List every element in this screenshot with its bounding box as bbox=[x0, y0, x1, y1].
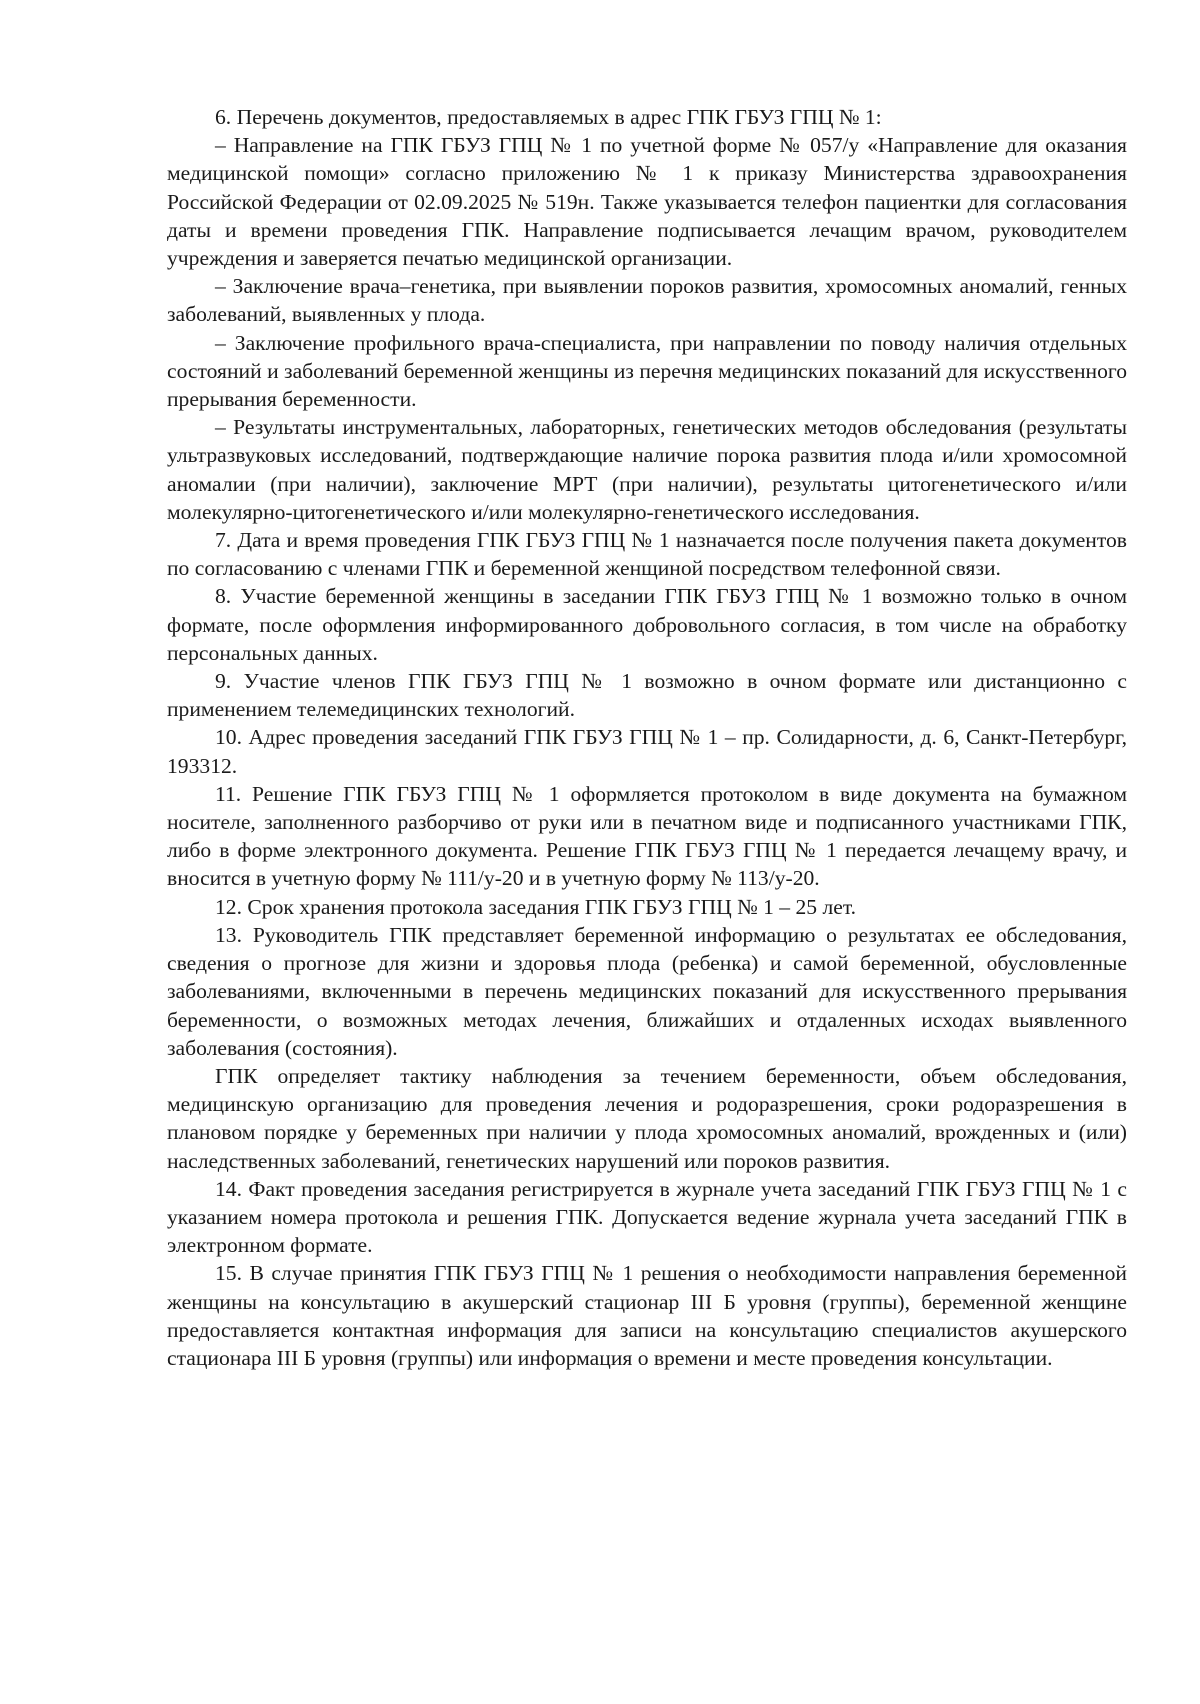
paragraph-item-11: 11. Решение ГПК ГБУЗ ГПЦ № 1 оформляется протоколом в виде документа на бумажном носителе, заполненного разборчиво от руки или в печатном виде и подписанного участниками ГПК, либо в форме электронного документа. Решение ГПК ГБУЗ ГПЦ № 1 передается лечащему врачу, и вносится в учетную форму № 111/у-20 и в учетную форму № 113/у-20. bbox=[167, 781, 1127, 891]
paragraph-item-13-tactics: ГПК определяет тактику наблюдения за течением беременности, объем обследования, медицинскую организацию для проведения лечения и родоразрешения, сроки родоразрешения в плановом порядке у беременных при наличии у плода хромосомных аномалий, врожденных и (или) наследственных заболеваний, генетических нарушений или пороков развития. bbox=[167, 1063, 1127, 1173]
paragraph-item-15: 15. В случае принятия ГПК ГБУЗ ГПЦ № 1 решения о необходимости направления беременной женщины на консультацию в акушерский стационар III Б уровня (группы), беременной женщине предоставляется контактная информация для записи на консультацию специалистов акушерского стационара III Б уровня (группы) или информация о времени и месте проведения консультации. bbox=[167, 1261, 1127, 1370]
paragraph-item-10: 10. Адрес проведения заседаний ГПК ГБУЗ ГПЦ № 1 – пр. Солидарности, д. 6, Санкт-Петербург, 193312. bbox=[167, 725, 1127, 778]
paragraph-item-8: 8. Участие беременной женщины в заседании ГПК ГБУЗ ГПЦ № 1 возможно только в очном формате, после оформления информированного добровольного согласия, в том числе на обработку персональных данных. bbox=[167, 584, 1127, 665]
paragraph-item-14: 14. Факт проведения заседания регистрируется в журнале учета заседаний ГПК ГБУЗ ГПЦ № 1 с указанием номера протокола и решения ГПК. Допускается ведение журнала учета заседаний ГПК в электронном формате. bbox=[167, 1176, 1127, 1258]
paragraph-item-9: 9. Участие членов ГПК ГБУЗ ГПЦ № 1 возможно в очном формате или дистанционно с применением телемедицинских технологий. bbox=[167, 669, 1127, 722]
paragraph-item-7: 7. Дата и время проведения ГПК ГБУЗ ГПЦ № 1 назначается после получения пакета документов по согласованию с членами ГПК и беременной женщиной посредством телефонной связи. bbox=[167, 528, 1127, 581]
paragraph-item-13: 13. Руководитель ГПК представляет беременной информацию о результатах ее обследования, сведения о прогнозе для жизни и здоровья плода (ребенка) и самой беременной, обусловленные заболеваниями, включенными в перечень медицинских показаний для искусственного прерывания беременности, о возможных методах лечения, ближайших и отдаленных исходах выявленного заболевания (состояния). bbox=[167, 922, 1127, 1060]
paragraph-geneticist-conclusion: – Заключение врача–генетика, при выявлении пороков развития, хромосомных аномалий, генных заболеваний, выявленных у плода. bbox=[167, 274, 1127, 327]
paragraph-referral: – Направление на ГПК ГБУЗ ГПЦ № 1 по учетной форме № 057/у «Направление для оказания медицинской помощи» согласно приложению № 1 к приказу Министерства здравоохранения Российской Федерации от 02.09.2025 № 519н. Также указывается телефон пациентки для согласования даты и времени проведения ГПК. Направление подписывается лечащим врачом, руководителем учреждения и заверяется печатью медицинской организации. bbox=[167, 133, 1127, 271]
document-page bbox=[167, 103, 1127, 1372]
paragraph-specialist-conclusion: – Заключение профильного врача-специалиста, при направлении по поводу наличия отдельных состояний и заболеваний беременной женщины из перечня медицинских показаний для искусственного прерывания беременности. bbox=[167, 330, 1127, 412]
paragraph-item-6: 6. Перечень документов, предоставляемых в адрес ГПК ГБУЗ ГПЦ № 1: bbox=[215, 105, 882, 129]
paragraph-item-12: 12. Срок хранения протокола заседания ГПК ГБУЗ ГПЦ № 1 – 25 лет. bbox=[215, 894, 857, 919]
paragraph-test-results: – Результаты инструментальных, лабораторных, генетических методов обследования (результаты ультразвуковых исследований, подтверждающие наличие порока развития плода и/или хромосомной аномалии (при наличии), заключение МРТ (при наличии), результаты цитогенетического и/или молекулярно-цитогенетического и/или молекулярно-генетического исследования. bbox=[167, 415, 1127, 524]
